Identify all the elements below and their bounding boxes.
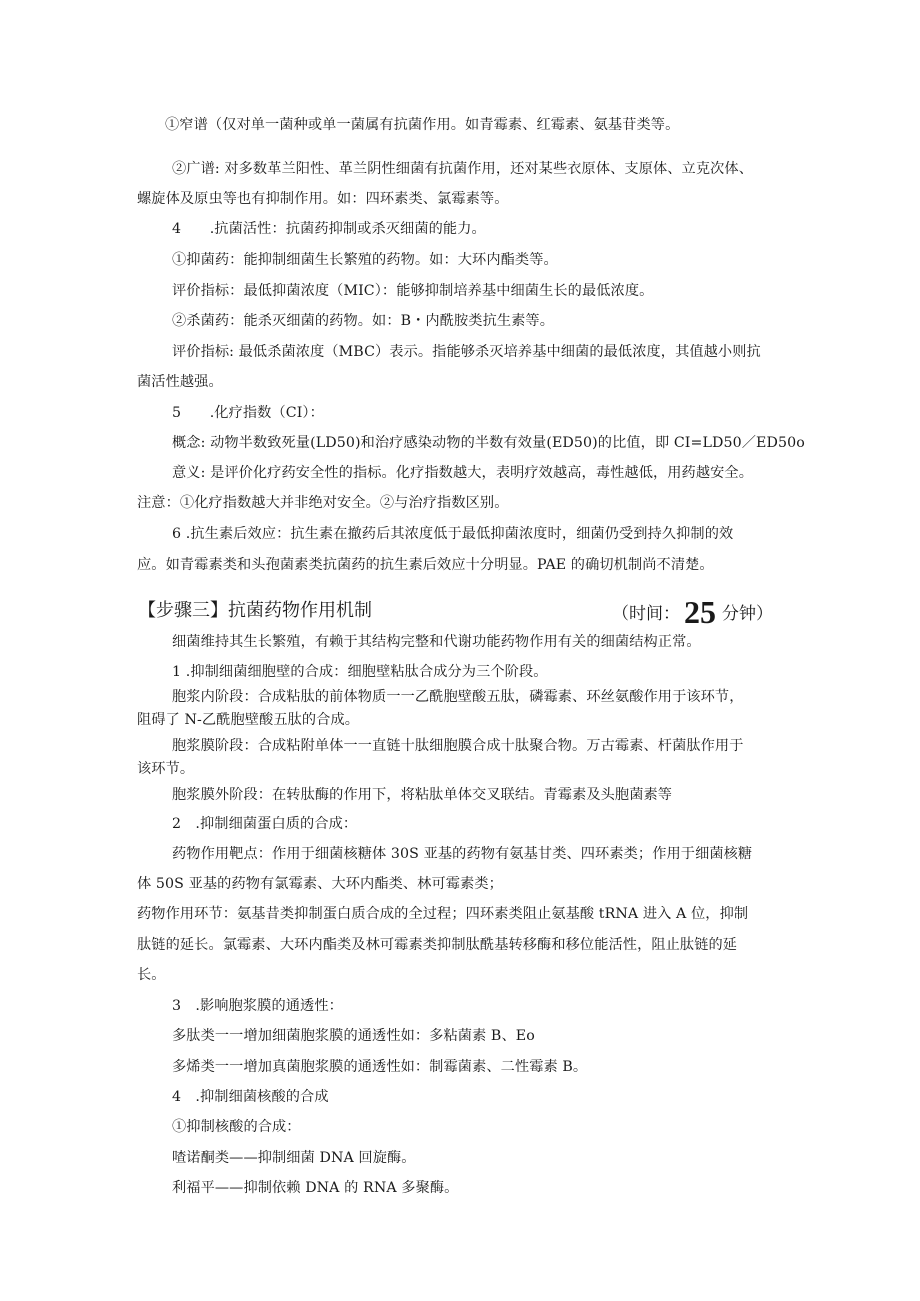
section-heading xyxy=(138,594,788,628)
text-line: 4 .抗菌活性：抗菌药抑制或杀灭细菌的能力。 xyxy=(172,221,486,237)
text-line: 4 .抑制细菌核酸的合成 xyxy=(172,1089,329,1105)
text-line: 评价指标：最低抑菌浓度（MIC）：能够抑制培养基中细菌生长的最低浓度。 xyxy=(172,283,654,299)
text-line: 肽链的延长。氯霉素、大环内酯类及林可霉素类抑制肽酰基转移酶和移位能活性，阻止肽链的延 xyxy=(137,937,738,953)
text-line: 多肽类一一增加细菌胞浆膜的通透性如：多粘菌素 B、Eo xyxy=(172,1028,535,1044)
text-line: 菌活性越强。 xyxy=(137,374,223,390)
time-label: （时间： xyxy=(612,604,680,624)
text-line: ①抑制核酸的合成： xyxy=(172,1119,301,1135)
text-line: 药物作用环节：氨基昔类抑制蛋白质合成的全过程；四环素类阻止氨基酸 tRNA 进入 A 位，抑制 xyxy=(137,906,749,922)
text-line: ①窄谱（仅对单一菌种或单一菌属有抗菌作用。如青霉素、红霉素、氨基苷类等。 xyxy=(165,117,680,133)
text-line: 喳诺酮类——抑制细菌 DNA 回旋酶。 xyxy=(172,1150,416,1166)
text-line: 胞浆内阶段：合成粘肽的前体物质一一乙酰胞壁酸五肽，磷霉素、环丝氨酸作用于该环节， xyxy=(172,689,744,705)
text-line: 药物作用靶点：作用于细菌核糖体 30S 亚基的药物有氨基甘类、四环素类；作用于细菌核糖 xyxy=(172,846,753,862)
text-line: 长。 xyxy=(137,967,166,983)
text-line: ②杀菌药：能杀灭细菌的药物。如：B・内酰胺类抗生素等。 xyxy=(172,313,555,329)
text-line: 细菌维持其生长繁殖，有赖于其结构完整和代谢功能药物作用有关的细菌结构正常。 xyxy=(172,634,701,650)
text-line: 阻碍了 N-乙酰胞壁酸五肽的合成。 xyxy=(137,712,360,728)
text-line: 1 .抑制细菌细胞壁的合成：细胞壁粘肽合成分为三个阶段。 xyxy=(172,664,548,680)
text-line: 该环节。 xyxy=(137,761,195,777)
text-line: 评价指标: 最低杀菌浓度（MBC）表示。指能够杀灭培养基中细菌的最低浓度，其值越小则抗 xyxy=(172,344,761,360)
text-line: 意义: 是评价化疗药安全性的指标。化疗指数越大，表明疗效越高，毒性越低，用药越安全。 xyxy=(172,465,753,481)
text-line: 3 .影响胞浆膜的通透性： xyxy=(172,998,343,1014)
text-line: 概念: 动物半数致死量(LD50)和治疗感染动物的半数有效量(ED50)的比值，即 CI=LD50／ED50o xyxy=(172,435,805,451)
time-indicator xyxy=(612,594,773,631)
text-line: 利福平——抑制依赖 DNA 的 RNA 多聚酶。 xyxy=(172,1180,459,1196)
text-line: ①抑菌药：能抑制细菌生长繁殖的药物。如：大环内酯类等。 xyxy=(172,252,558,268)
text-line: 2 .抑制细菌蛋白质的合成： xyxy=(172,816,358,832)
text-line: 应。如青霉素类和头孢菌素类抗菌药的抗生素后效应十分明显。PAE 的确切机制尚不清楚。 xyxy=(137,557,714,573)
text-line: 胞浆膜外阶段：在转肽酶的作用下，将粘肽单体交叉联结。青霉素及头胞菌素等 xyxy=(172,787,673,803)
text-line: 5 .化疗指数（CI）： xyxy=(172,405,324,421)
text-line: 胞浆膜阶段：合成粘附单体一一直链十肽细胞膜合成十肽聚合物。万古霉素、杆菌肽作用于 xyxy=(172,738,744,754)
text-line: 6 .抗生素后效应：抗生素在撤药后其浓度低于最低抑菌浓度时，细菌仍受到持久抑制的效 xyxy=(172,526,734,542)
time-value: 25 xyxy=(684,594,716,630)
time-unit: 分钟） xyxy=(722,604,773,624)
text-line: 多烯类一一增加真菌胞浆膜的通透性如：制霉菌素、二性霉素 B。 xyxy=(172,1059,588,1075)
text-line: ②广谱: 对多数革兰阳性、革兰阴性细菌有抗菌作用，还对某些衣原体、支原体、立克次体、 xyxy=(172,161,753,177)
text-line: 体 50S 亚基的药物有氯霉素、大环内酯类、林可霉素类； xyxy=(137,876,503,892)
section-title: 【步骤三】抗菌药物作用机制 xyxy=(138,600,372,621)
text-line: 注意：①化疗指数越大并非绝对安全。②与治疗指数区别。 xyxy=(137,495,509,511)
text-line: 螺旋体及原虫等也有抑制作用。如：四环素类、氯霉素等。 xyxy=(137,191,509,207)
